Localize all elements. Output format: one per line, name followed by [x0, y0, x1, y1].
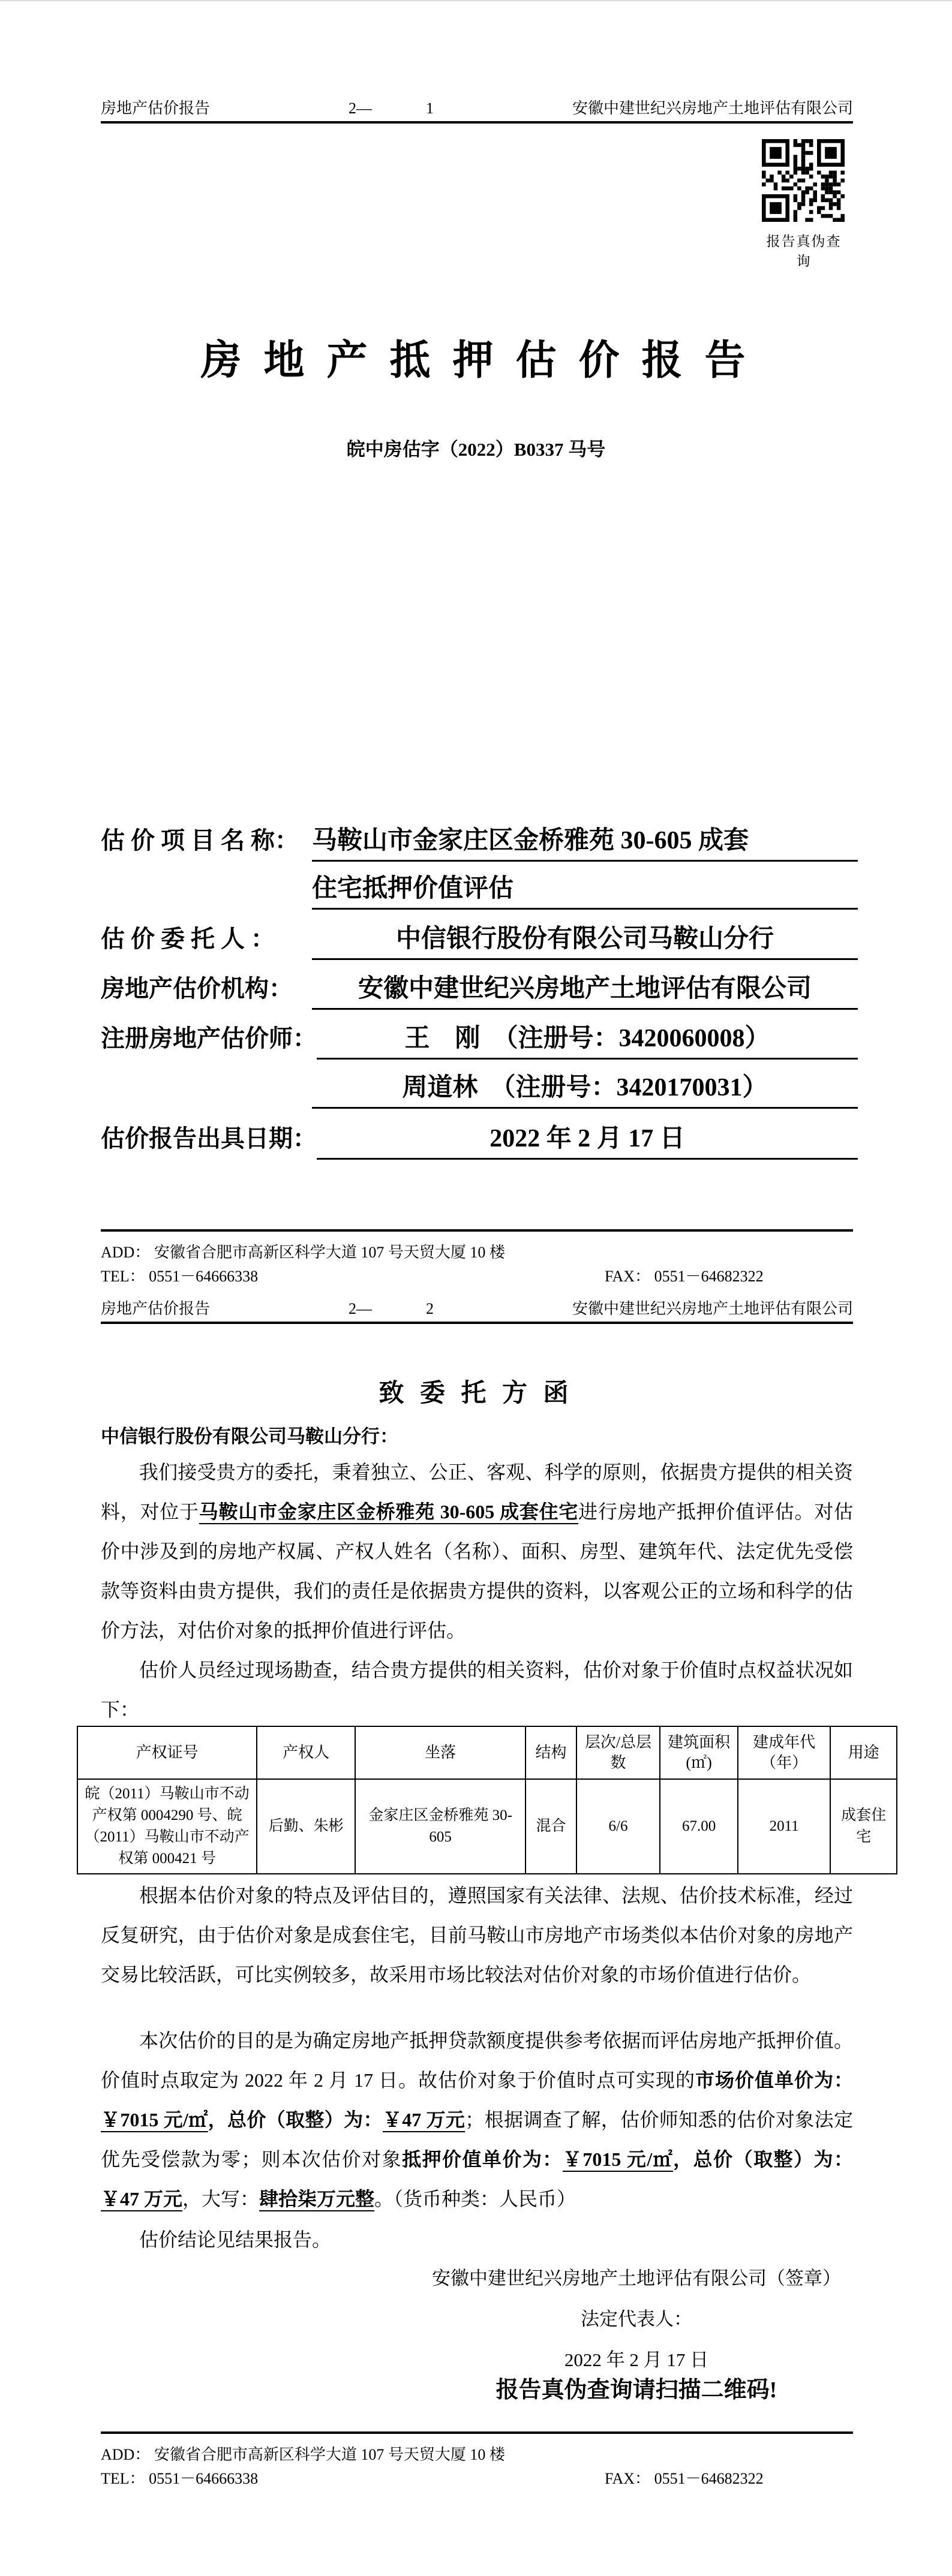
cell-year: 2011: [738, 1779, 830, 1874]
p4-unit-price: ￥7015 元/㎡: [101, 2109, 208, 2130]
p4-mortgage-label: 抵押价值单价为：: [402, 2148, 563, 2170]
col-floor: 层次/总层数: [576, 1726, 660, 1779]
qr-code-icon: [762, 139, 845, 222]
field-appraiser2-value: 周道林 （注册号：3420170031）: [312, 1067, 858, 1109]
signature-company: 安徽中建世纪兴房地产土地评估有限公司（签章）: [432, 2268, 841, 2289]
header-doc-name: 房地产估价报告: [101, 100, 211, 117]
header-rule: [101, 121, 853, 124]
field-appraiser-1: [101, 1018, 858, 1060]
col-cert-no: 产权证号: [77, 1726, 257, 1779]
p4-text: ；根据调查了解，估价师知悉的估价对象法定优先受偿款为零；则本次估价对象: [101, 2109, 853, 2170]
field-project-name-line2: [101, 868, 858, 910]
field-appraiser-2: [101, 1067, 858, 1109]
footer-rule: [101, 2431, 853, 2434]
field-client-value: 中信银行股份有限公司马鞍山分行: [312, 919, 858, 960]
col-owner: 产权人: [257, 1726, 355, 1779]
paragraph-method: 根据本估价对象的特点及评估目的，遵照国家有关法律、法规、估价技术标准，经过反复研究，由于估价对象是成套住宅，目前马鞍山市房地产市场类似本估价对象的房地产交易比较活跃，可比实例较多，故采用市场比较法对估价对象的市场价值进行估价。: [101, 1885, 853, 1985]
field-client: [101, 919, 858, 960]
signature-legal-rep: 法定代表人：: [581, 2309, 692, 2330]
col-area: 建筑面积(㎡): [660, 1726, 738, 1779]
cell-cert-no: 皖（2011）马鞍山市不动产权第 0004290 号、皖（2011）马鞍山市不动产权第 000421 号: [77, 1779, 257, 1874]
header-page-prefix: 2—: [349, 1300, 372, 1317]
field-project-name: [101, 820, 858, 862]
header-page-number: 1: [426, 100, 434, 117]
table-header-row: [77, 1726, 897, 1779]
col-use: 用途: [830, 1726, 897, 1779]
p4-total-price: ￥47 万元: [382, 2109, 466, 2130]
qr-caption: 报告真伪查询: [766, 234, 842, 269]
paragraph-conclusion: 估价结论见结果报告。: [139, 2229, 332, 2250]
p4-market-label: 市场价值单价为：: [695, 2069, 853, 2091]
footer-tel: TEL： 0551－64666338: [101, 1268, 259, 1285]
p4-mortgage-total-label: ，总价（取整）为：: [673, 2148, 853, 2170]
col-structure: 结构: [525, 1726, 576, 1779]
report-title: 房 地 产 抵 押 估 价 报 告: [200, 338, 752, 383]
header-company: 安徽中建世纪兴房地产土地评估有限公司: [572, 100, 853, 117]
header-doc-name: 房地产估价报告: [101, 1300, 211, 1317]
footer-contacts: [101, 1264, 853, 1286]
p4-total-label: ，总价（取整）为：: [208, 2109, 383, 2130]
field-project-label: 估 价 项 目 名 称：: [101, 827, 299, 854]
p4-amount-in-words: 肆拾柒万元整: [259, 2188, 375, 2210]
field-agency-label: 房地产估价机构：: [101, 975, 293, 1002]
signature-date: 2022 年 2 月 17 日: [564, 2349, 709, 2370]
paragraph-valuation: [101, 2021, 853, 2219]
letter-paragraph-4: [101, 2021, 853, 2219]
p4-text: 本次估价的目的是为确定房地产抵押贷款额度提供参考依据而评估房地产抵押价值。价值时点取定为 2022 年 2 月 17 日。故估价对象于价值时点可实现的: [101, 2030, 853, 2091]
field-project-value-line1: 马鞍山市金家庄区金桥雅苑 30-605 成套: [312, 820, 858, 862]
col-year: 建成年代（年）: [738, 1726, 830, 1779]
report-doc-number: 皖中房估字（2022）B0337 马号: [346, 439, 606, 460]
page2-header: [101, 1296, 853, 1319]
property-rights-table: [77, 1726, 897, 1874]
field-appraiser-label: 注册房地产估价师：: [101, 1025, 317, 1052]
p1-text: 进行房地产抵押价值评估。对估价中涉及到的房地产权属、产权人姓名（名称）、面积、房型、建筑年代、法定优先受偿款等资料由贵方提供，我们的责任是依据贵方提供的资料，以客观公正的立场和科学的估价方法，对估价对象的抵押价值进行评估。: [101, 1501, 853, 1641]
field-project-value-line2: 住宅抵押价值评估: [312, 868, 858, 910]
header-company: 安徽中建世纪兴房地产土地评估有限公司: [572, 1300, 853, 1317]
p1-subject-property: 马鞍山市金家庄区金桥雅苑 30-605 成套住宅: [199, 1501, 579, 1522]
cell-area: 67.00: [660, 1779, 738, 1874]
p4-text: 。（货币种类：人民币）: [374, 2188, 576, 2210]
letter-paragraph-5: [101, 2220, 853, 2259]
qr-block: [762, 139, 846, 270]
p4-mortgage-unit-price: ￥7015 元/㎡: [562, 2148, 674, 2170]
footer-contacts: [101, 2466, 853, 2488]
header-rule: [101, 1322, 853, 1324]
cell-location: 金家庄区金桥雅苑 30-605: [355, 1779, 525, 1874]
field-appraiser1-value: 王 刚 （注册号：3420060008）: [317, 1018, 858, 1060]
header-page-prefix: 2—: [349, 100, 372, 117]
table-row: [77, 1779, 897, 1874]
footer-address: ADD： 安徽省合肥市高新区科学大道 107 号天贸大厦 10 楼: [101, 1244, 505, 1261]
cell-structure: 混合: [525, 1779, 576, 1874]
letter-paragraph-1-2: [101, 1452, 853, 1729]
qr-scan-notice: 报告真伪查询请扫描二维码!: [495, 2378, 777, 2403]
header-page-number: 2: [426, 1300, 434, 1317]
footer-tel: TEL： 0551－64666338: [101, 2470, 259, 2487]
footer-fax: FAX： 0551－64682322: [605, 1268, 764, 1285]
footer-address: ADD： 安徽省合肥市高新区科学大道 107 号天贸大厦 10 楼: [101, 2446, 505, 2463]
p1-text: 我们接受贵方的委托，秉着独立、公正、客观、科学的原则，依据贵方提供的相关资料，对位于: [101, 1461, 853, 1522]
p4-mortgage-total-price: ￥47 万元: [101, 2188, 183, 2210]
letter-salutation: 中信银行股份有限公司马鞍山分行：: [101, 1426, 398, 1447]
col-location: 坐落: [355, 1726, 525, 1779]
footer-rule: [101, 1229, 853, 1232]
page1-header: [101, 96, 853, 118]
cell-use: 成套住宅: [830, 1779, 897, 1874]
p4-text: ，大写：: [182, 2188, 260, 2210]
signature-block: [414, 2263, 859, 2407]
field-agency: [101, 968, 858, 1010]
letter-title: 致 委 托 方 函: [379, 1380, 573, 1407]
field-date-label: 估价报告出具日期：: [101, 1125, 317, 1152]
paragraph-survey: 估价人员经过现场勘查，结合贵方提供的相关资料，估价对象于价值时点权益状况如下：: [101, 1659, 853, 1720]
letter-paragraph-3: [101, 1876, 853, 1994]
paragraph-commission: [101, 1452, 853, 1650]
cell-owner: 后勤、朱彬: [257, 1779, 355, 1874]
field-report-date: [101, 1118, 858, 1160]
field-client-label: 估 价 委 托 人 ：: [101, 925, 275, 952]
field-date-value: 2022 年 2 月 17 日: [317, 1118, 858, 1160]
cell-floor: 6/6: [576, 1779, 660, 1874]
field-agency-value: 安徽中建世纪兴房地产土地评估有限公司: [312, 968, 858, 1010]
footer-fax: FAX： 0551－64682322: [605, 2470, 764, 2487]
